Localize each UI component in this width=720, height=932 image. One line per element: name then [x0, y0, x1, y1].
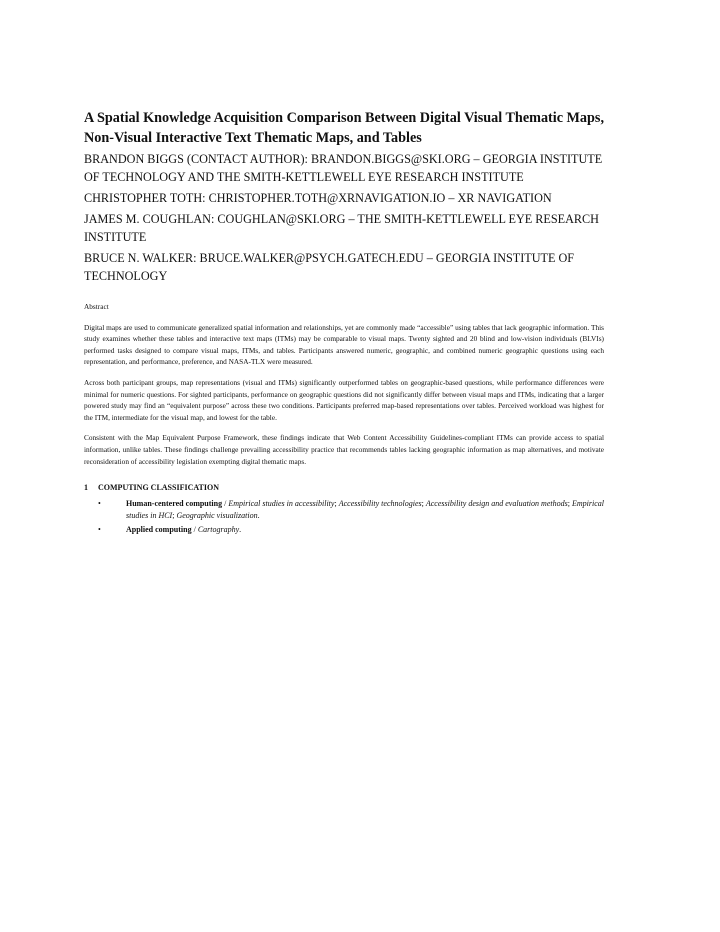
ccs-punct: ; [334, 499, 339, 509]
abstract-paragraph: Across both participant groups, map representations (visual and ITMs) significantly outperformed tables on geographic-based questions, while performance differences were minimal for numeric questions. For sighted participants, performance on geographic questions did not significantly differ between visual maps and ITMs, indicating that a larger powered study may find an “equivalent purpose” across these two conditions. Participants preferred map-based representations over tables. Perceived workload was highest for the ITM, intermediate for the visual map, and lowest for the table. [84, 377, 604, 422]
abstract-paragraph: Digital maps are used to communicate generalized spatial information and relationships, yet are commonly made “accessible” using tables that lack geographic information. This study examines whether these tables and interactive text maps (ITMs) may be comparable to visual maps. Twenty sighted and 20 blind and low-vision individuals (BLVIs) performed tasks designed to compare visual maps, ITMs, and tables. Participants answered numeric, geographic, and combined numeric geographic questions using each representation, and performance, preference, and NASA-TLX were measured. [84, 322, 604, 367]
list-item [84, 524, 604, 536]
ccs-term: Empirical studies in accessibility [228, 499, 335, 509]
author-line: BRANDON BIGGS (CONTACT AUTHOR): BRANDON.BIGGS@SKI.ORG – GEORGIA INSTITUTE OF TECHNOLOGY AND THE SMITH-KETTLEWELL EYE RESEARCH INSTITUTE [84, 152, 603, 184]
author-line: JAMES M. COUGHLAN: COUGHLAN@SKI.ORG – THE SMITH-KETTLEWELL EYE RESEARCH INSTITUTE [84, 212, 599, 244]
classification-list [84, 498, 604, 536]
ccs-category: Human-centered computing [126, 499, 223, 509]
list-item [84, 498, 604, 522]
ccs-category: Applied computing [126, 525, 192, 535]
section-title: COMPUTING CLASSIFICATION [98, 483, 219, 493]
author-line: BRUCE N. WALKER: BRUCE.WALKER@PSYCH.GATECH.EDU – GEORGIA INSTITUTE OF TECHNOLOGY [84, 251, 575, 283]
author-line: CHRISTOPHER TOTH: CHRISTOPHER.TOTH@XRNAVIGATION.IO – XR NAVIGATION [84, 191, 552, 205]
abstract-paragraph: Consistent with the Map Equivalent Purpose Framework, these findings indicate that Web Content Accessibility Guidelines-compliant ITMs can provide access to spatial information, unlike tables. These findings challenge prevailing accessibility practice that recommends tables lacking geographic information as map alternatives, and motivate reconsideration of accessibility legislation exempting digital thematic maps. [84, 433, 604, 466]
ccs-punct: . [257, 511, 260, 521]
ccs-punct: ; [567, 499, 572, 509]
abstract [84, 301, 604, 467]
ccs-term: Accessibility design and evaluation methods [425, 499, 568, 509]
author-list [84, 150, 604, 285]
ccs-punct: ; [421, 499, 426, 509]
section-heading [84, 483, 604, 492]
ccs-punct: . [239, 525, 242, 535]
ccs-term: Accessibility technologies [338, 499, 422, 509]
ccs-separator: / [222, 499, 229, 509]
ccs-punct: ; [172, 511, 177, 521]
ccs-term: Geographic visualization [176, 511, 258, 521]
section-number: 1 [84, 483, 88, 493]
bullet-icon: • [98, 499, 101, 509]
ccs-term: Cartography [197, 525, 240, 535]
paper-title: A Spatial Knowledge Acquisition Comparison Between Digital Visual Thematic Maps, Non-Visual Interactive Text Thematic Maps, and Tables [84, 110, 604, 146]
abstract-label: Abstract [84, 302, 109, 311]
ccs-separator: / [191, 525, 198, 535]
ccs-term: Empirical studies in HCI [126, 499, 604, 521]
paper-page [84, 108, 604, 538]
bullet-icon: • [98, 525, 101, 535]
